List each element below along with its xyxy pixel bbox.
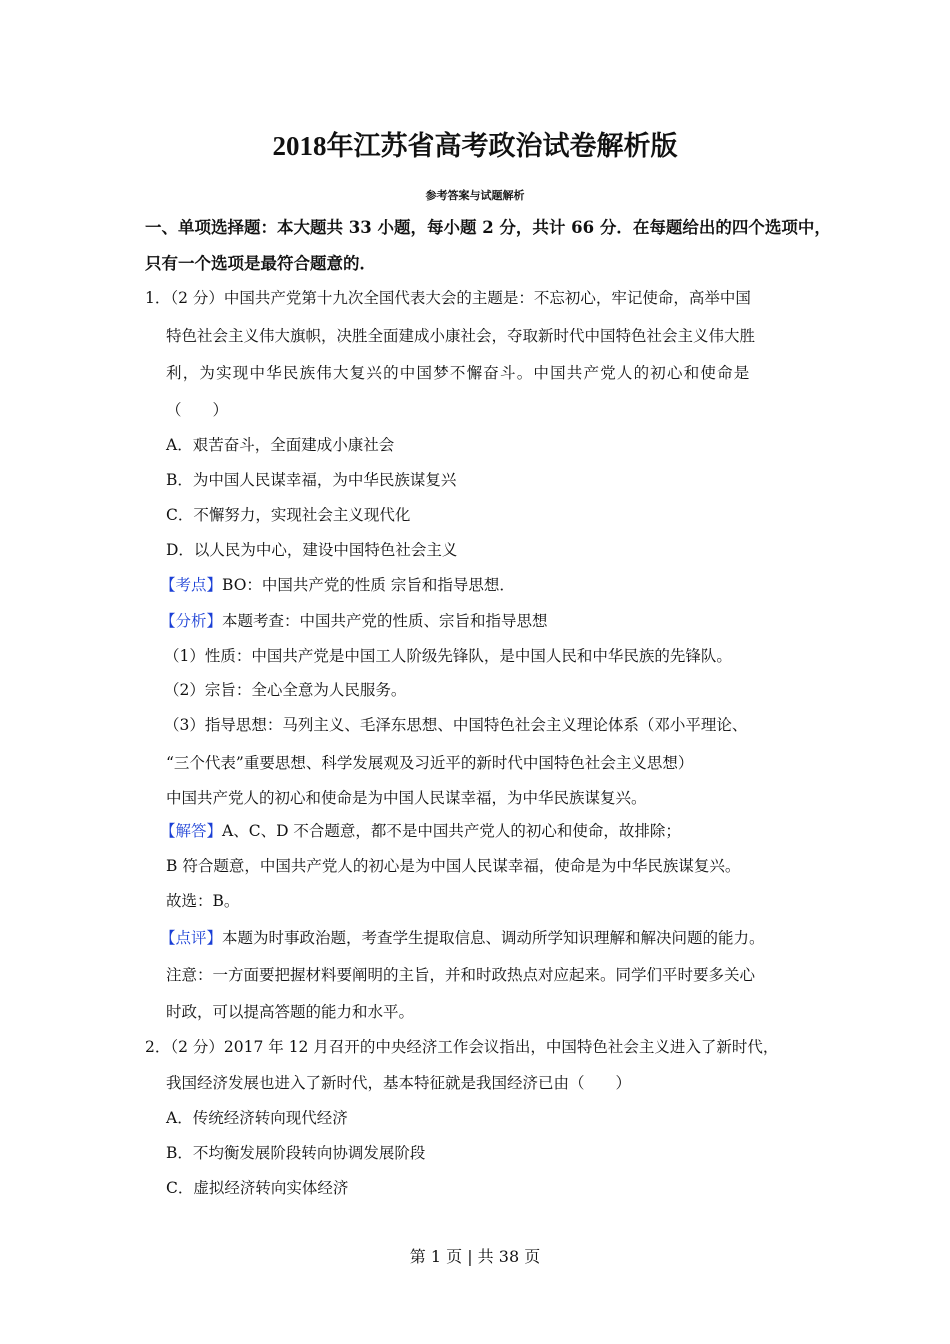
question-2-stem: 2．（2 分）2017 年 12 月召开的中央经济工作会议指出，中国特色社会主义进入了新时代， — [145, 1038, 779, 1056]
kaodian-line — [160, 575, 515, 595]
dianping-detail: 注意：一方面要把握材料要阐明的主旨，并和时政热点对应起来。同学们平时要多关心 — [166, 966, 756, 984]
jieda-tag: 【解答】 — [160, 822, 223, 840]
question-1-stem: 特色社会主义伟大旗帜，决胜全面建成小康社会，夺取新时代中国特色社会主义伟大胜 — [166, 327, 756, 345]
question-1-stem: 1．（2 分）中国共产党第十九次全国代表大会的主题是：不忘初心，牢记使命，高举中国 — [145, 289, 751, 307]
fenxi-text: 本题考查：中国共产党的性质、宗旨和指导思想 — [222, 612, 548, 630]
kaodian-tag: 【考点】 — [160, 576, 223, 594]
option-a: A．艰苦奋斗，全面建成小康社会 — [166, 436, 395, 454]
dianping-line — [160, 928, 765, 948]
option-d: D．以人民为中心，建设中国特色社会主义 — [166, 541, 458, 559]
question-1-stem: 利，为实现中华民族伟大复兴的中国梦不懈奋斗。中国共产党人的初心和使命是 — [166, 364, 751, 382]
section-heading-cont: 只有一个选项是最符合题意的． — [145, 254, 376, 273]
jieda-detail: B 符合题意，中国共产党人的初心是为中国人民谋幸福，使命是为中华民族谋复兴。 — [166, 857, 741, 875]
fenxi-detail: （2）宗旨：全心全意为人民服务。 — [164, 681, 407, 699]
page-footer: 第 1 页 | 共 38 页 — [409, 1247, 541, 1266]
jieda-line — [160, 821, 681, 841]
fenxi-detail: 中国共产党人的初心和使命是为中国人民谋幸福，为中华民族谋复兴。 — [166, 789, 647, 807]
document-title: 2018年江苏省高考政治试卷解析版 — [272, 131, 678, 161]
option-b: B．不均衡发展阶段转向协调发展阶段 — [166, 1144, 426, 1162]
section-heading: 一、单项选择题：本大题共 33 小题，每小题 2 分，共计 66 分．在每题给出的四个选项中， — [145, 218, 831, 237]
dianping-detail: 时政，可以提高答题的能力和水平。 — [166, 1003, 415, 1021]
kaodian-text: BO：中国共产党的性质 宗旨和指导思想． — [222, 576, 515, 594]
question-1-blank: （ ） — [166, 401, 229, 419]
question-2-stem: 我国经济发展也进入了新时代，基本特征就是我国经济已由（ ） — [166, 1074, 632, 1092]
fenxi-tag: 【分析】 — [160, 612, 223, 630]
jieda-text: A、C、D 不合题意，都不是中国共产党人的初心和使命，故排除； — [222, 822, 681, 840]
fenxi-detail: （1）性质：中国共产党是中国工人阶级先锋队，是中国人民和中华民族的先锋队。 — [164, 647, 732, 665]
jieda-answer: 故选：B。 — [166, 892, 240, 910]
option-a: A．传统经济转向现代经济 — [166, 1109, 348, 1127]
option-c: C．不懈努力，实现社会主义现代化 — [166, 506, 411, 524]
option-c: C．虚拟经济转向实体经济 — [166, 1179, 349, 1197]
fenxi-detail: “三个代表”重要思想、科学发展观及习近平的新时代中国特色社会主义思想） — [166, 754, 694, 772]
document-subtitle: 参考答案与试题解析 — [425, 189, 525, 202]
fenxi-detail: （3）指导思想：马列主义、毛泽东思想、中国特色社会主义理论体系（邓小平理论、 — [164, 716, 748, 734]
dianping-text: 本题为时事政治题，考查学生提取信息、调动所学知识理解和解决问题的能力。 — [222, 929, 765, 947]
fenxi-line — [160, 611, 548, 631]
option-b: B．为中国人民谋幸福，为中华民族谋复兴 — [166, 471, 457, 489]
dianping-tag: 【点评】 — [160, 929, 223, 947]
